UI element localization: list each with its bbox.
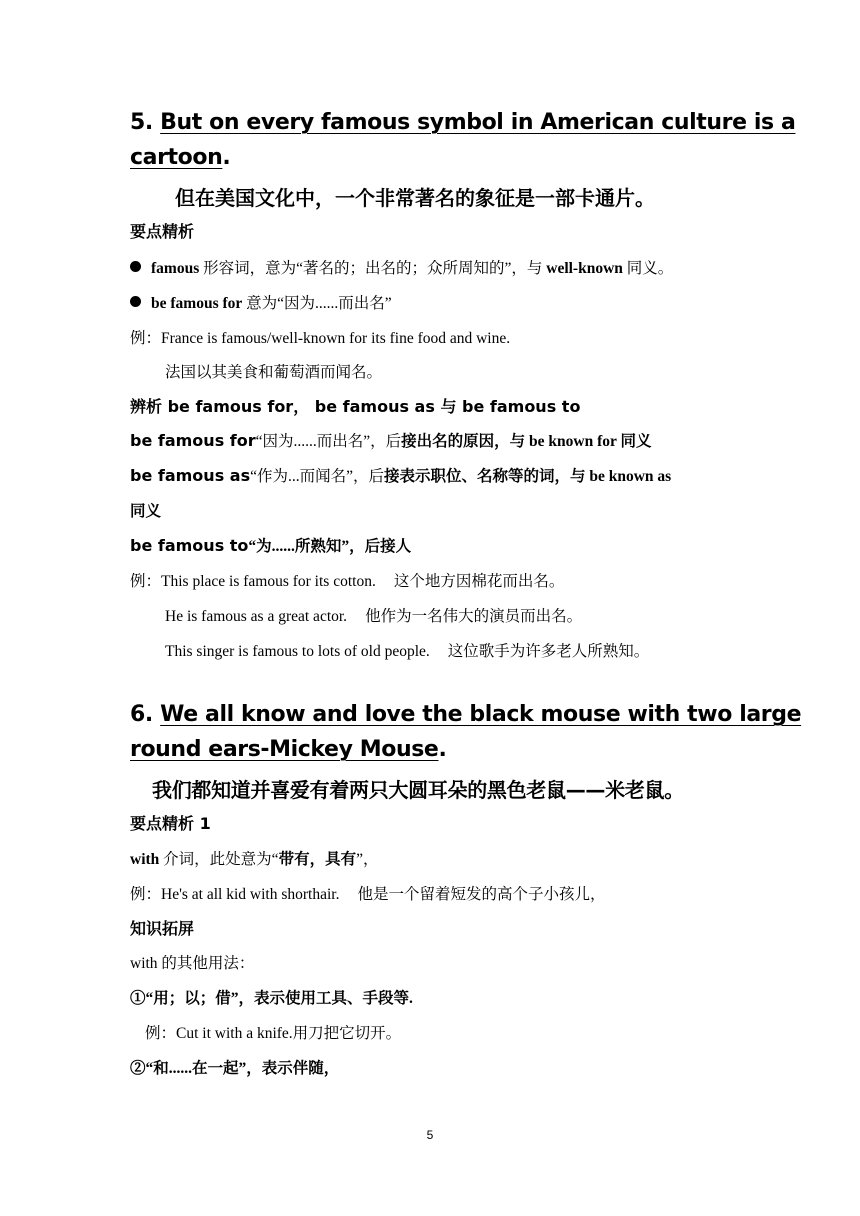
section5-title-cont: cartoon <box>130 145 223 170</box>
page-number: 5 <box>426 1128 434 1142</box>
section5-title-line2: cartoon. <box>130 145 231 170</box>
section6-usage1: ①“用；以；借”，表示使用工具、手段等. <box>130 990 413 1007</box>
section5-example1: 例：France is famous/well-known for its fine food and wine. <box>130 330 511 347</box>
section5-example-c: This singer is famous to lots of old people. 这位歌手为许多老人所熟知。 <box>165 643 650 660</box>
section5-translation: 但在美国文化中，一个非常著名的象征是一部卡通片。 <box>175 186 655 210</box>
section6-title-line1 <box>130 702 801 727</box>
section5-compare-2-cont: 同义 <box>130 503 162 520</box>
section6-expand-heading: 知识拓屏 <box>130 919 195 938</box>
section5-bullet2: be famous for 意为“因为......而出名” <box>130 291 392 313</box>
section5-example1-translation: 法国以其美食和葡萄酒而闻名。 <box>165 364 383 381</box>
section6-example1: 例：He's at all kid with shorthair. 他是一个留着短发的高个子小孩儿， <box>130 886 606 903</box>
section5-key-points-heading: 要点精析 <box>130 222 195 241</box>
bullet-dot-icon <box>130 296 141 307</box>
section5-compare-3: be famous to“为......所熟知”，后接人 <box>130 536 412 555</box>
bullet-dot-icon <box>130 261 141 272</box>
section6-number: 6. <box>130 702 153 727</box>
section5-title-line1 <box>130 110 795 135</box>
section5-example-a: 例：This place is famous for its cotton. 这个地方因棉花而出名。 <box>130 573 565 590</box>
section5-compare-2: be famous as“作为...而闻名”，后接表示职位、名称等的词，与 be known as <box>130 466 672 485</box>
section6-with-definition: with 介词，此处意为“带有，具有”， <box>130 851 379 868</box>
section5-compare-1: be famous for“因为......而出名”，后接出名的原因，与 be known for 同义 <box>130 431 652 450</box>
section6-title-line2: round ears-Mickey Mouse. <box>130 737 447 762</box>
section6-other-usage: with 的其他用法： <box>130 955 255 972</box>
section6-translation: 我们都知道并喜爱有着两只大圆耳朵的黑色老鼠——米老鼠。 <box>152 778 684 802</box>
section6-usage1-example: 例：Cut it with a knife.用刀把它切开。 <box>145 1025 402 1042</box>
section6-title: We all know and love the black mouse with two large <box>160 702 802 727</box>
section6-title-cont: round ears-Mickey Mouse <box>130 737 439 762</box>
section5-compare-heading: 辨析 be famous for， be famous as 与 be famous to <box>130 397 581 416</box>
section5-bullet1: famous 形容词，意为“著名的；出名的；众所周知的”，与 well-known 同义。 <box>130 256 673 278</box>
section6-usage2: ②“和......在一起”，表示伴随， <box>130 1060 340 1077</box>
section5-title: But on every famous symbol in American culture is a <box>160 110 796 135</box>
section5-number: 5. <box>130 110 153 135</box>
section6-key-points-heading: 要点精析 1 <box>130 814 211 833</box>
section5-example-b: He is famous as a great actor. 他作为一名伟大的演员而出名。 <box>165 608 583 625</box>
